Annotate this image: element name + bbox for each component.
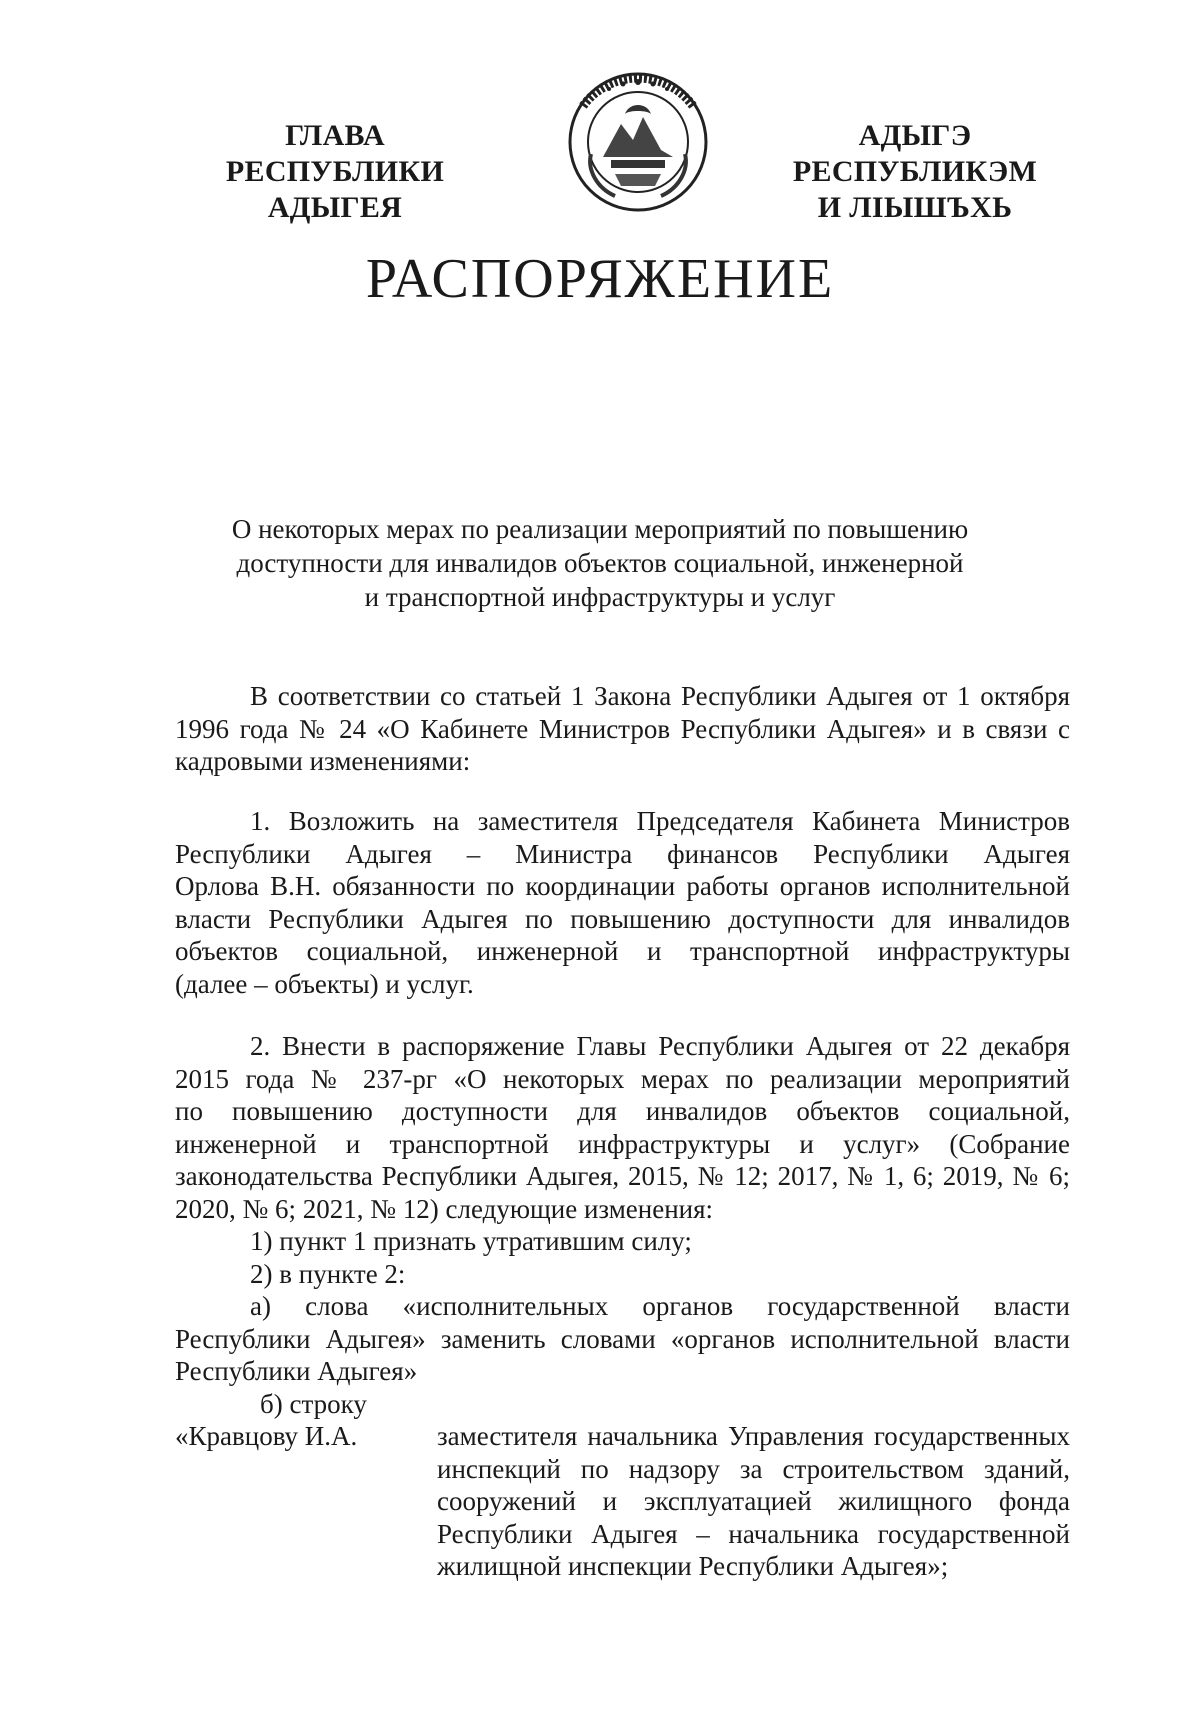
issuer-line-1-adyghe: АДЫГЭ РЕСПУБЛИКЭМ <box>792 119 1038 188</box>
paragraph-line: 1. Возложить на заместителя Председателя Кабинета Министров <box>250 806 1070 836</box>
paragraph-line: законодательства Республики Адыгея, 2015, № 12; 2017, № 1, 6; 2019, № 6; <box>175 1161 1070 1191</box>
subject-line: и транспортной инфраструктуры и услуг <box>364 582 836 612</box>
coat-of-arms-icon <box>563 62 713 222</box>
paragraph-line: 2020, № 6; 2021, № 12) следующие изменения: <box>175 1193 714 1224</box>
item-1-paragraph <box>175 805 1070 1000</box>
paragraph-line: (далее – объекты) и услуг. <box>175 968 474 999</box>
subject-line: О некоторых мерах по реализации мероприятий по повышению <box>231 514 969 544</box>
subject-line: доступности для инвалидов объектов социальной, инженерной <box>236 548 964 578</box>
subitem-line: 1) пункт 1 признать утратившим силу; <box>250 1226 692 1256</box>
position-line: инспекций по надзору за строительством зданий, <box>437 1453 1070 1484</box>
paragraph-line: Орлова В.Н. обязанности по координации работы органов исполнительной <box>175 871 1070 901</box>
position-line: Республики Адыгея – начальника государственной <box>437 1518 1070 1549</box>
paragraph-line: по повышению доступности для инвалидов объектов социальной, <box>175 1096 1070 1126</box>
paragraph-line: Республики Адыгея – Министра финансов Республики Адыгея <box>175 838 1070 869</box>
position-line: сооружений и эксплуатацией жилищного фонда <box>437 1486 1070 1516</box>
paragraph-line: Республики Адыгея» заменить словами «органов исполнительной власти <box>175 1323 1070 1354</box>
official-position <box>437 1420 1070 1583</box>
issuer-line-1: ГЛАВА <box>285 119 385 152</box>
official-name: «Кравцову И.А. <box>175 1421 358 1451</box>
preamble-paragraph <box>175 680 1070 778</box>
subitem-line: б) строку <box>260 1388 367 1419</box>
subitem-line: а) слова «исполнительных органов государственной власти <box>250 1291 1070 1321</box>
issuer-header-russian <box>165 118 505 226</box>
paragraph-line: власти Республики Адыгея по повышению доступности для инвалидов <box>175 903 1070 934</box>
paragraph-line: кадровыми изменениями: <box>175 746 471 776</box>
paragraph-line: В соответствии со статьей 1 Закона Республики Адыгея от 1 октября <box>250 681 1070 711</box>
position-line: жилищной инспекции Республики Адыгея»; <box>437 1551 949 1581</box>
paragraph-line: инженерной и транспортной инфраструктуры и услуг» (Собрание <box>175 1128 1070 1159</box>
subitem-line: 2) в пункте 2: <box>250 1258 406 1289</box>
document-subject <box>150 512 1050 614</box>
issuer-line-2: РЕСПУБЛИКИ АДЫГЕЯ <box>225 155 445 224</box>
paragraph-line: 2015 года № 237-рг «О некоторых мерах по реализации мероприятий <box>175 1063 1070 1094</box>
item-2-paragraph <box>175 1030 1070 1420</box>
position-line: заместителя начальника Управления государственных <box>437 1421 1070 1451</box>
issuer-header-adyghe <box>735 118 1095 226</box>
issuer-line-2-adyghe: И ЛІЫШЪХЬ <box>817 191 1013 224</box>
paragraph-line: 1996 года № 24 «О Кабинете Министров Республики Адыгея» и в связи с <box>175 713 1070 744</box>
document-title: РАСПОРЯЖЕНИЕ <box>365 248 835 310</box>
paragraph-line: 2. Внести в распоряжение Главы Республики Адыгея от 22 декабря <box>250 1031 1070 1061</box>
paragraph-line: объектов социальной, инженерной и транспортной инфраструктуры <box>175 936 1070 966</box>
paragraph-line: Республики Адыгея» <box>175 1356 418 1386</box>
